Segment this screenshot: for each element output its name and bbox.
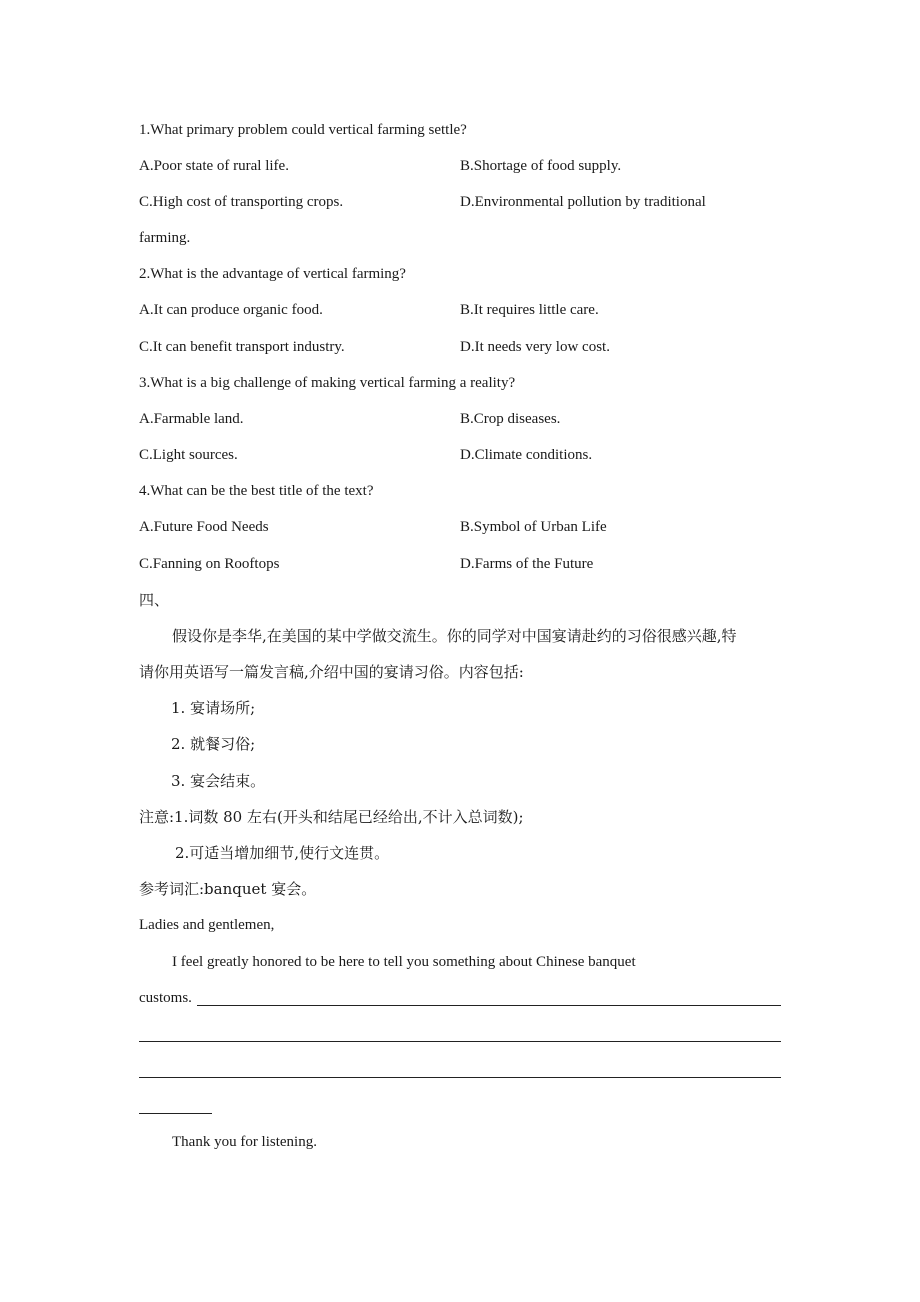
- speech-opening: I feel greatly honored to be here to tell you something about Chinese banquet: [172, 954, 636, 970]
- question-1-option-c: C.High cost of transporting crops.: [139, 194, 344, 210]
- question-3-option-a: A.Farmable land.: [139, 411, 244, 427]
- question-3-option-c: C.Light sources.: [139, 447, 238, 463]
- content-point-2: 2. 就餐习俗;: [171, 735, 256, 753]
- question-1-option-d: D.Environmental pollution by traditional: [460, 194, 706, 210]
- question-1-option-b: B.Shortage of food supply.: [460, 158, 622, 174]
- question-2-option-a: A.It can produce organic food.: [139, 302, 323, 318]
- question-3-option-d: D.Climate conditions.: [460, 447, 593, 463]
- answer-line-4[interactable]: [139, 1113, 212, 1114]
- question-2-option-d: D.It needs very low cost.: [460, 339, 610, 355]
- note-line-1: 注意:1.词数 80 左右(开头和结尾已经给出,不计入总词数);: [139, 808, 524, 826]
- answer-line-3[interactable]: [139, 1077, 781, 1078]
- speech-greeting: Ladies and gentlemen,: [139, 917, 275, 933]
- note-line-2: 2.可适当增加细节,使行文连贯。: [175, 844, 390, 862]
- question-4-option-b: B.Symbol of Urban Life: [460, 519, 607, 535]
- question-1-option-d-continued: farming.: [139, 230, 191, 246]
- question-1-stem: 1.What primary problem could vertical farming settle?: [139, 122, 467, 138]
- speech-opening-continued: customs.: [139, 990, 192, 1006]
- writing-prompt-line-1: 假设你是李华,在美国的某中学做交流生。你的同学对中国宴请赴约的习俗很感兴趣,特: [172, 627, 737, 645]
- question-2-option-b: B.It requires little care.: [460, 302, 599, 318]
- answer-line-2[interactable]: [139, 1041, 781, 1042]
- writing-prompt-line-2: 请你用英语写一篇发言稿,介绍中国的宴请习俗。内容包括:: [139, 663, 524, 681]
- question-2-option-c: C.It can benefit transport industry.: [139, 339, 345, 355]
- section-heading: 四、: [139, 591, 170, 609]
- reference-vocabulary: 参考词汇:banquet 宴会。: [139, 880, 317, 898]
- question-3-stem: 3.What is a big challenge of making vertical farming a reality?: [139, 375, 516, 391]
- answer-line-1[interactable]: [197, 1005, 781, 1006]
- content-point-1: 1. 宴请场所;: [171, 699, 256, 717]
- question-4-option-a: A.Future Food Needs: [139, 519, 269, 535]
- question-4-stem: 4.What can be the best title of the text?: [139, 483, 374, 499]
- question-2-stem: 2.What is the advantage of vertical farming?: [139, 266, 406, 282]
- question-4-option-d: D.Farms of the Future: [460, 556, 594, 572]
- question-3-option-b: B.Crop diseases.: [460, 411, 561, 427]
- speech-closing: Thank you for listening.: [172, 1134, 317, 1150]
- content-point-3: 3. 宴会结束。: [171, 772, 266, 790]
- question-4-option-c: C.Fanning on Rooftops: [139, 556, 280, 572]
- question-1-option-a: A.Poor state of rural life.: [139, 158, 289, 174]
